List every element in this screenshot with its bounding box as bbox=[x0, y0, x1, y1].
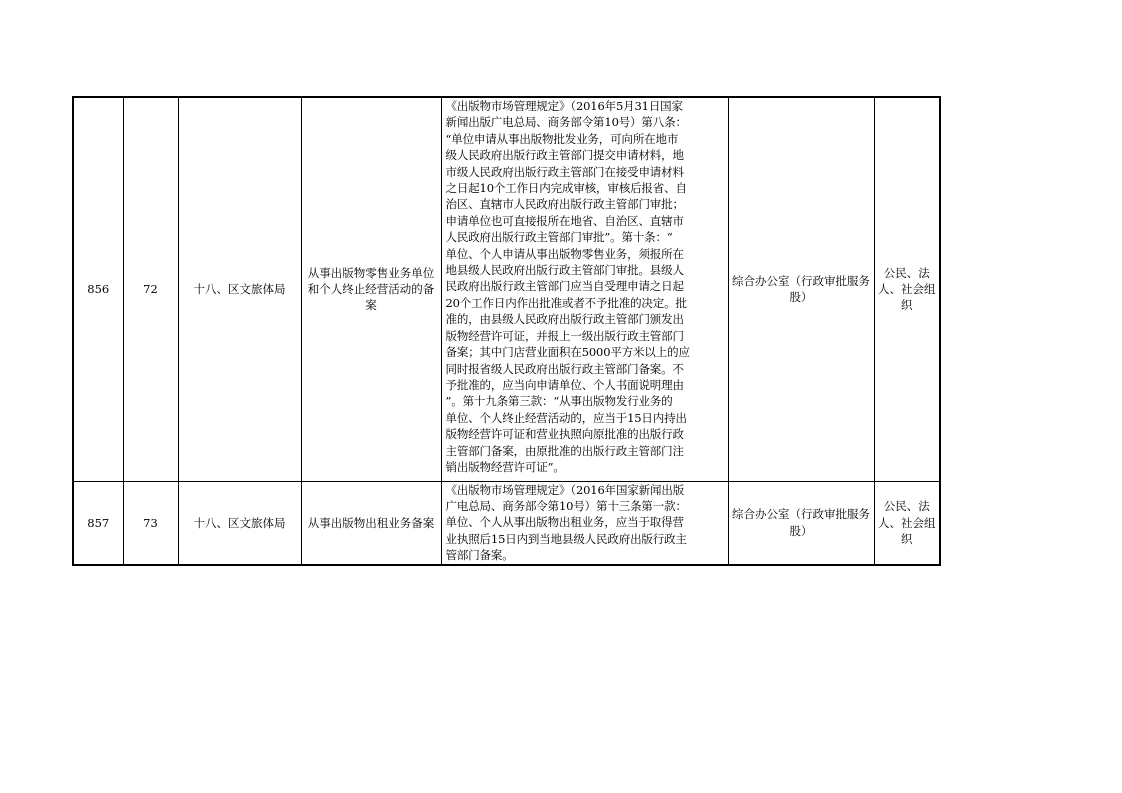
item-name-cell: 从事出版物零售业务单位和个人终止经营活动的备案 bbox=[301, 97, 441, 481]
legal-basis-cell bbox=[441, 97, 728, 481]
basis-line: 广电总局、商务部令第10号）第十三条第一款： bbox=[445, 498, 687, 513]
basis-line: 《出版物市场管理规定》（2016年国家新闻出版 bbox=[445, 482, 685, 497]
table-row bbox=[73, 97, 940, 481]
basis-line: 治区、直辖市人民政府出版行政主管部门审批； bbox=[445, 197, 684, 212]
legal-basis-cell bbox=[441, 481, 728, 565]
basis-line: 之日起10个工作日内完成审核，审核后报省、自 bbox=[445, 181, 687, 196]
basis-line: 《出版物市场管理规定》（2016年5月31日国家 bbox=[445, 99, 683, 113]
basis-line: 申请单位也可直接报所在地省、自治区、直辖市 bbox=[445, 213, 684, 228]
service-items-table bbox=[72, 96, 941, 566]
basis-line: 销出版物经营许可证”。 bbox=[445, 459, 565, 474]
basis-line: 单位、个人从事出版物出租业务，应当于取得营 bbox=[445, 515, 684, 530]
table-row bbox=[73, 481, 940, 565]
basis-line: 业执照后15日内到当地县级人民政府出版行政主 bbox=[445, 531, 687, 546]
basis-line: 20个工作日内作出批准或者不予批准的决定。批 bbox=[445, 295, 687, 310]
basis-line: ”。第十九条第三款：“从事出版物发行业务的 bbox=[445, 394, 673, 409]
sub-seq-cell: 72 bbox=[123, 97, 178, 481]
basis-line: 地县级人民政府出版行政主管部门审批。县级人 bbox=[445, 263, 684, 278]
basis-line: 版物经营许可证和营业执照向原批准的出版行政 bbox=[445, 427, 684, 442]
basis-line: 新闻出版广电总局、商务部令第10号）第八条： bbox=[445, 115, 687, 130]
basis-line: 人民政府出版行政主管部门审批”。第十条：“ bbox=[445, 230, 673, 245]
basis-line: 备案；其中门店营业面积在5000平方米以上的应 bbox=[445, 345, 690, 360]
department-cell: 十八、区文旅体局 bbox=[178, 97, 301, 481]
basis-line: “单位申请从事出版物批发业务，可向所在地市 bbox=[445, 131, 679, 146]
service-target-cell: 公民、法人、社会组织 bbox=[874, 97, 940, 481]
basis-line: 单位、个人终止经营活动的，应当于15日内持出 bbox=[445, 410, 687, 425]
service-target-cell: 公民、法人、社会组织 bbox=[874, 481, 940, 565]
seq-cell: 856 bbox=[73, 97, 123, 481]
basis-line: 予批准的，应当向申请单位、个人书面说明理由 bbox=[445, 377, 684, 392]
sub-seq-cell: 73 bbox=[123, 481, 178, 565]
basis-line: 单位、个人申请从事出版物零售业务，须报所在 bbox=[445, 246, 684, 261]
basis-line: 市级人民政府出版行政主管部门在接受申请材料 bbox=[445, 164, 684, 179]
basis-line: 版物经营许可证，并报上一级出版行政主管部门 bbox=[445, 328, 684, 343]
item-name-cell: 从事出版物出租业务备案 bbox=[301, 481, 441, 565]
basis-line: 主管部门备案，由原批准的出版行政主管部门注 bbox=[445, 443, 684, 458]
seq-cell: 857 bbox=[73, 481, 123, 565]
basis-line: 同时报省级人民政府出版行政主管部门备案。不 bbox=[445, 361, 684, 376]
basis-line: 民政府出版行政主管部门应当自受理申请之日起 bbox=[445, 279, 684, 294]
basis-line: 管部门备案。 bbox=[445, 548, 514, 563]
basis-line: 准的，由县级人民政府出版行政主管部门颁发出 bbox=[445, 312, 684, 327]
implementing-unit-cell: 综合办公室（行政审批服务股） bbox=[728, 481, 874, 565]
implementing-unit-cell: 综合办公室（行政审批服务股） bbox=[728, 97, 874, 481]
department-cell: 十八、区文旅体局 bbox=[178, 481, 301, 565]
basis-line: 级人民政府出版行政主管部门提交申请材料，地 bbox=[445, 148, 684, 163]
